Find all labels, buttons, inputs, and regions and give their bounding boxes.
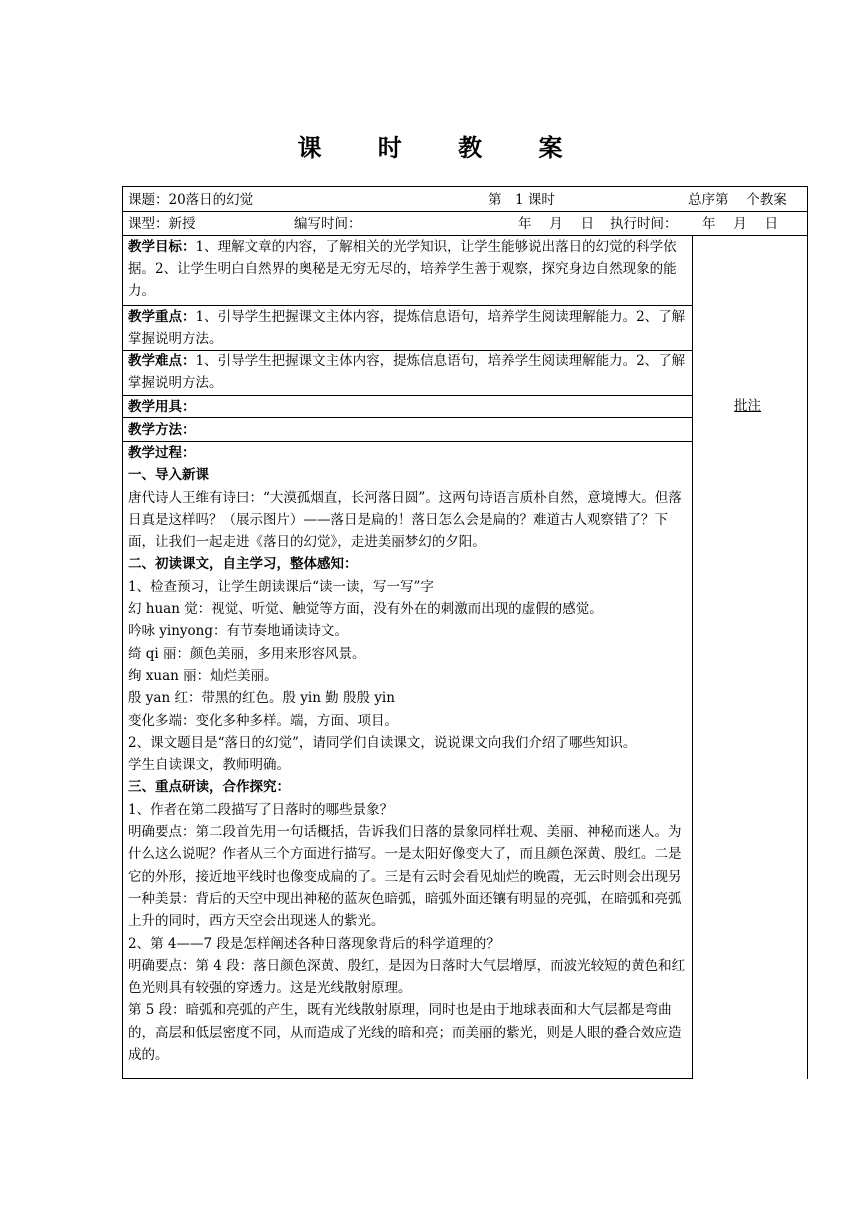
lesson-plan-table: [122, 186, 808, 1079]
table-border-left: [122, 186, 123, 1079]
annotation-link[interactable]: 批注: [734, 398, 761, 414]
process-heading: 二、初读课文，自主学习，整体感知：: [128, 556, 358, 573]
exec-date: 年 月 日: [702, 216, 779, 232]
teaching-process: [128, 442, 686, 1066]
process-paragraph: 变化多端：变化多种多样。端，方面、项目。: [128, 712, 398, 729]
teaching-tools-label: 教学用具：: [128, 399, 196, 415]
teaching-goal: [128, 236, 686, 303]
teaching-goal-text: 1、理解文章的内容，了解相关的光学知识，让学生能够说出落日的幻觉的科学依据。2、让学生明白自然界的奥秘是无穷无尽的，培养学生善于观察，探究身边自然现象的能力。: [128, 239, 677, 300]
process-paragraph: 明确要点：第 4 段：落日颜色深黄、殷红，是因为日落时大气层增厚，而波光较短的黄色和红色光则具有较强的穿透力。这是光线散射原理。: [128, 957, 686, 997]
process-heading: 一、导入新课: [128, 467, 209, 484]
process-paragraph: 明确要点：第二段首先用一句话概括，告诉我们日落的景象同样壮观、美丽、神秘而迷人。为什么这么说呢？作者从三个方面进行描写。一是太阳好像变大了，而且颜色深黄、殷红。二是它的外形，接近地平线时也像变成扁的了。三是有云时会看见灿烂的晚霞，无云时则会出现另一种美景：背后的天空中现出神秘的蓝灰色暗弧，暗弧外面还镶有明显的亮弧，在暗弧和亮弧上升的同时，西方天空会出现迷人的紫光。: [128, 824, 682, 930]
process-paragraph: 绮 qi 丽：颜色美丽，多用来形容风景。: [128, 645, 366, 662]
total-sequence-label: 总序第 个教案: [688, 192, 787, 208]
written-date: 年 月 日: [518, 216, 595, 232]
page-title: 课 时 教 案: [297, 134, 587, 162]
exec-time-label: 执行时间：: [610, 216, 678, 232]
topic-label: 课题：20落日的幻觉: [128, 192, 254, 208]
teaching-goal-label: 教学目标：: [128, 239, 196, 255]
process-paragraph: 吟咏 yinyong：有节奏地诵读诗文。: [128, 623, 349, 640]
key-points-label: 教学重点：: [128, 309, 196, 325]
process-label: 教学过程：: [128, 445, 196, 461]
process-paragraph: 学生自读课文，教师明确。: [128, 757, 290, 774]
process-paragraph: 绚 xuan 丽：灿烂美丽。: [128, 667, 278, 684]
table-border-bottom: [122, 1078, 692, 1079]
process-paragraph: 幻 huan 觉：视觉、听觉、触觉等方面，没有外在的刺激而出现的虚假的感觉。: [128, 601, 603, 618]
teaching-method-label: 教学方法：: [128, 422, 196, 438]
period-label: 第 1 课时: [488, 192, 555, 208]
teaching-difficulties: [128, 350, 686, 394]
key-points-text: 1、引导学生把握课文主体内容，提炼信息语句，培养学生阅读理解能力。2、了解掌握说明方法。: [128, 309, 686, 348]
annotation-column-divider: [692, 235, 693, 1079]
process-content: [128, 464, 686, 1066]
table-border-top: [122, 186, 808, 187]
process-paragraph: 殷 yan 红：带黑的红色。殷 yin 勤 殷殷 yin: [128, 690, 395, 707]
process-paragraph: 唐代诗人王维有诗曰：“大漠孤烟直，长河落日圆”。这两句诗语言质朴自然，意境博大。但落日真是这样吗？（展示图片）——落日是扁的！落日怎么会是扁的？难道古人观察错了？下面，让我们一起走进《落日的幻觉》，走进美丽梦幻的夕阳。: [128, 489, 682, 551]
process-paragraph: 2、课文题目是“落日的幻觉”，请同学们自读课文，说说课文向我们介绍了哪些知识。: [128, 734, 637, 751]
type-label: 课型：新授: [128, 216, 196, 232]
process-paragraph: 1、作者在第二段描写了日落时的哪些景象？: [128, 801, 394, 818]
process-paragraph: 1、检查预习，让学生朗读课后“读一读，写一写”字: [128, 578, 434, 595]
process-paragraph: 2、第 4——7 段是怎样阐述各种日落现象背后的科学道理的？: [128, 935, 500, 952]
teaching-key-points: [128, 306, 686, 350]
difficulties-text: 1、引导学生把握课文主体内容，提炼信息语句，培养学生阅读理解能力。2、了解掌握说明方法。: [128, 353, 686, 392]
process-paragraph: 第 5 段：暗弧和亮弧的产生，既有光线散射原理，同时也是由于地球表面和大气层都是弯曲的，高层和低层密度不同，从而造成了光线的暗和亮；而美丽的紫光，则是人眼的叠合效应造成的。: [128, 1002, 682, 1064]
difficulties-label: 教学难点：: [128, 353, 196, 369]
process-heading: 三、重点研读，合作探究：: [128, 779, 290, 796]
written-time-label: 编写时间：: [294, 216, 362, 232]
